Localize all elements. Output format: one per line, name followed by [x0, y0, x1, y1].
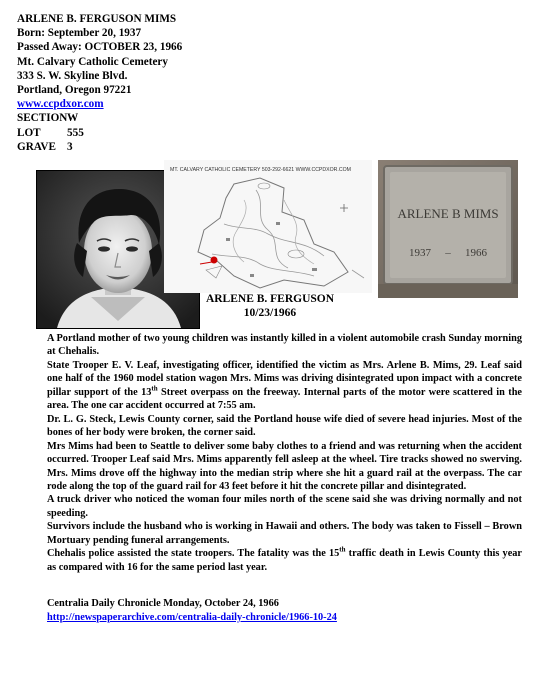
article-paragraph: Mrs Mims had been to Seattle to deliver some baby clothes to a friend and was returning when the accident occurred. Trooper Leaf said Mrs. Mims apparently fell asleep at the wheel. Tire tracks showed no swerving. Mrs. Mims drove off the highway into the median strip where she hit a guard rail at the overpass. The car rode along the top of the guard rail for 43 feet before it hit the concrete pillar and disintegrated.	[47, 440, 522, 492]
article-body	[47, 332, 522, 574]
cemetery-address-line1: 333 S. W. Skyline Blvd.	[17, 69, 128, 82]
article-paragraph: Chehalis police assisted the state troopers. The fatality was the 15th traffic death in Lewis County this year as compared with 16 for the same period last year.	[47, 545, 522, 573]
lot-value: 555	[67, 126, 84, 139]
cemetery-address-line2: Portland, Oregon 97221	[17, 84, 132, 97]
svg-text:–: –	[445, 247, 451, 259]
photo-caption-date: 10/23/1966	[243, 307, 297, 319]
deceased-name: ARLENE B. FERGUSON MIMS	[17, 13, 177, 25]
passed-date: Passed Away: OCTOBER 23, 1966	[17, 41, 183, 54]
cemetery-map	[164, 160, 372, 293]
headstone-photo	[378, 160, 518, 298]
cemetery-map-image	[164, 160, 372, 293]
lot-label: LOT	[17, 126, 41, 139]
article-paragraph: State Trooper E. V. Leaf, investigating officer, identified the victim as Mrs. Arlene B. Mims, 29. Leaf said one half of the 1960 model station wagon Mrs. Mims was driving disintegrated upon impact with a concrete pillar support of the 13th Street overpass on the freeway. Internal parts of the motor were scattered in the area. The one car accident occurred at 7:55 am.	[47, 359, 522, 412]
section-label: SECTION	[17, 112, 68, 125]
born-date: Born: September 20, 1937	[17, 27, 142, 40]
photo-caption-name: ARLENE B. FERGUSON	[205, 293, 335, 305]
headstone-died: 1966	[465, 247, 487, 259]
grave-label: GRAVE	[17, 140, 56, 153]
source-citation: Centralia Daily Chronicle Monday, October 24, 1966	[47, 598, 279, 609]
cemetery-website-link[interactable]: www.ccpdxor.com	[17, 98, 104, 111]
article-paragraph: A Portland mother of two young children was instantly killed in a violent automobile crash Sunday morning at Chehalis.	[47, 333, 522, 358]
headstone-name: ARLENE B MIMS	[397, 206, 499, 221]
map-title: MT. CALVARY CATHOLIC CEMETERY 503-292-6621 WWW.CCPDXOR.COM	[170, 167, 351, 173]
source-url-link[interactable]: http://newspaperarchive.com/centralia-daily-chronicle/1966-10-24	[47, 611, 337, 623]
section-value: W	[67, 112, 79, 125]
section-row	[17, 111, 317, 125]
grave-row	[17, 140, 317, 154]
source-citation-block	[47, 597, 522, 624]
headstone-image	[378, 160, 518, 298]
article-paragraph: Survivors include the husband who is working in Hawaii and others. The body was taken to Fissell – Brown Mortuary pending funeral arrangements.	[47, 521, 522, 546]
lot-row	[17, 126, 317, 140]
headstone-born: 1937	[409, 247, 431, 259]
grave-value: 3	[67, 140, 73, 153]
article-paragraph: A truck driver who noticed the woman four miles north of the scene said she was driving normally and not speeding.	[47, 494, 522, 519]
record-header	[17, 12, 317, 154]
cemetery-name: Mt. Calvary Catholic Cemetery	[17, 55, 168, 68]
article-paragraph: Dr. L. G. Steck, Lewis County corner, said the Portland house wife died of severe head injuries. Most of the bones of her body were broken, the corner said.	[47, 413, 522, 439]
